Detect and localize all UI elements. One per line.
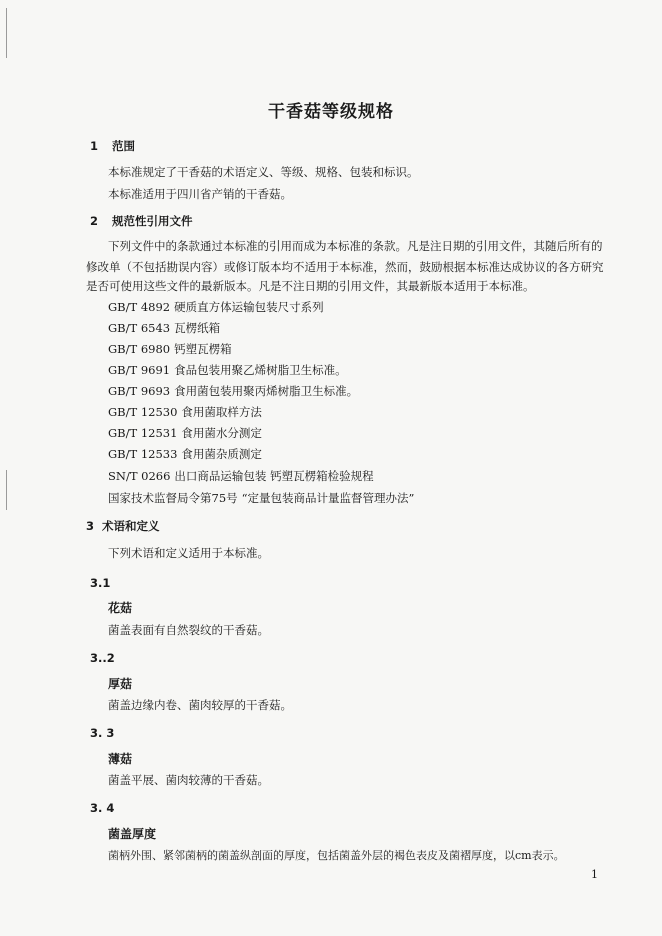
reference-title: 瓦楞纸箱 <box>174 321 221 335</box>
binding-edge-mark <box>6 8 7 58</box>
section-number: 2 <box>90 214 99 228</box>
reference-code: GB/T 6980 <box>108 342 171 356</box>
paragraph: 本标准适用于四川省产销的干香菇。 <box>108 187 292 201</box>
reference-code: GB/T 9693 <box>108 384 171 398</box>
reference-item <box>108 447 262 461</box>
reference-item <box>108 321 220 335</box>
term-name: 菌盖厚度 <box>108 827 157 841</box>
term-number: 3.1 <box>90 576 111 590</box>
section-heading-scope <box>90 139 135 153</box>
term-name: 厚菇 <box>108 677 133 691</box>
paragraph: 本标准规定了干香菇的术语定义、等级、规格、包装和标识。 <box>108 165 419 179</box>
reference-code: GB/T 9691 <box>108 363 171 377</box>
paragraph-line: 下列文件中的条款通过本标准的引用而成为本标准的条款。凡是注日期的引用文件，其随后所有的 <box>108 239 603 253</box>
reference-code: GB/T 12531 <box>108 426 178 440</box>
section-number: 1 <box>90 139 99 153</box>
reference-code: SN/T 0266 <box>108 469 171 483</box>
term-number: 3. 3 <box>90 726 115 740</box>
reference-title: 硬质直方体运输包装尺寸系列 <box>174 300 324 314</box>
reference-code: GB/T 12533 <box>108 447 178 461</box>
section-heading-terms <box>86 519 160 533</box>
reference-code: 国家技术监督局令第75号 <box>108 491 238 505</box>
reference-item <box>108 491 414 505</box>
section-title: 术语和定义 <box>102 519 160 533</box>
document-title: 干香菇等级规格 <box>268 102 394 122</box>
reference-title: 出口商品运输包装 钙塑瓦楞箱检验规程 <box>174 469 374 483</box>
section-number: 3 <box>86 519 95 533</box>
reference-title: 食用菌杂质测定 <box>181 447 262 461</box>
term-definition: 菌盖平展、菌肉较薄的干香菇。 <box>108 773 269 787</box>
term-definition: 菌盖表面有自然裂纹的干香菇。 <box>108 623 269 637</box>
reference-item <box>108 384 358 398</box>
reference-item <box>108 363 347 377</box>
reference-title: 钙塑瓦楞箱 <box>174 342 232 356</box>
reference-title: 食品包装用聚乙烯树脂卫生标准。 <box>174 363 347 377</box>
reference-title: 食用菌取样方法 <box>181 405 262 419</box>
section-title: 范围 <box>112 139 135 153</box>
term-name: 花菇 <box>108 601 133 615</box>
term-definition: 菌盖边缘内卷、菌肉较厚的干香菇。 <box>108 698 292 712</box>
reference-title: 食用菌包装用聚丙烯树脂卫生标准。 <box>174 384 359 398</box>
section-title: 规范性引用文件 <box>112 214 193 228</box>
paragraph: 下列术语和定义适用于本标准。 <box>108 546 269 560</box>
paragraph-line: 是否可使用这些文件的最新版本。凡是不注日期的引用文件，其最新版本适用于本标准。 <box>86 279 535 293</box>
reference-title: “定量包装商品计量监督管理办法” <box>241 491 415 505</box>
binding-edge-mark <box>6 470 7 510</box>
reference-item <box>108 469 374 483</box>
reference-code: GB/T 12530 <box>108 405 178 419</box>
term-number: 3..2 <box>90 651 115 665</box>
reference-title: 食用菌水分测定 <box>181 426 262 440</box>
paragraph-line: 修改单（不包括勘误内容）或修订版本均不适用于本标准，然而，鼓励根据本标准达成协议的各方研究 <box>86 260 604 274</box>
reference-item <box>108 405 262 419</box>
term-number: 3. 4 <box>90 801 115 815</box>
reference-code: GB/T 6543 <box>108 321 171 335</box>
reference-item <box>108 342 232 356</box>
reference-item <box>108 300 324 314</box>
section-heading-normative-references <box>90 214 193 228</box>
term-definition: 菌柄外围、紧邻菌柄的菌盖纵剖面的厚度，包括菌盖外层的褐色表皮及菌褶厚度，以cm表示。 <box>108 849 565 862</box>
term-name: 薄菇 <box>108 752 133 766</box>
reference-item <box>108 426 262 440</box>
reference-code: GB/T 4892 <box>108 300 171 314</box>
page-number: 1 <box>591 868 598 881</box>
